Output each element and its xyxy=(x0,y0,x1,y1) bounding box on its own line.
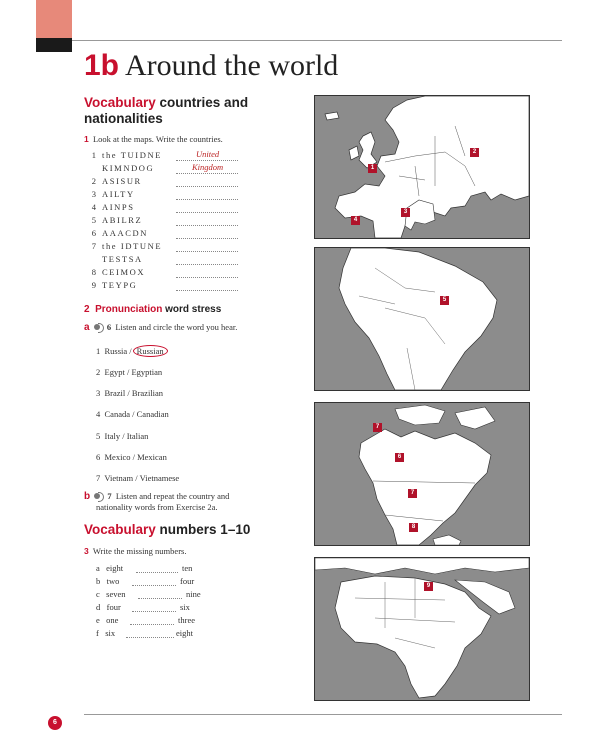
map-marker: 7 xyxy=(373,423,382,432)
map-south-america xyxy=(314,247,530,391)
list-item[interactable]: 5 Italy / Italian xyxy=(96,431,149,441)
map-africa xyxy=(314,557,530,701)
list-item: KIMNDOG xyxy=(102,163,155,173)
answer-line[interactable] xyxy=(176,186,238,187)
map-marker: 2 xyxy=(470,148,479,157)
header-color-block xyxy=(36,0,72,38)
unit-number: 1b xyxy=(84,49,120,82)
answer-line[interactable] xyxy=(176,277,238,278)
audio-icon[interactable] xyxy=(94,492,105,500)
list-item: 9 TEYPG xyxy=(91,280,138,290)
map-europe xyxy=(314,95,530,239)
vocab-numbers-heading: Vocabulary numbers 1–10 xyxy=(84,522,251,537)
answer-line[interactable] xyxy=(138,598,182,599)
list-item: c seven xyxy=(96,589,126,599)
list-item: 8 CEIMOX xyxy=(91,267,146,277)
ex3-instruction: 3 Write the missing numbers. xyxy=(84,546,187,556)
list-item: 2 ASISUR xyxy=(91,176,142,186)
answer-line[interactable] xyxy=(126,637,174,638)
list-item: f six xyxy=(96,628,116,638)
answer-line[interactable] xyxy=(176,212,238,213)
answer-line[interactable] xyxy=(132,611,176,612)
list-item: d four xyxy=(96,602,121,612)
vocab-heading: Vocabulary countries and nationalities xyxy=(84,95,249,126)
map-marker: 3 xyxy=(401,208,410,217)
list-item[interactable]: 3 Brazil / Brazilian xyxy=(96,388,164,398)
pron-heading: 2 Pronunciation word stress xyxy=(84,304,222,315)
list-item: 6 AAACDN xyxy=(91,228,148,238)
list-item: 1 Russia / Russian xyxy=(96,345,168,357)
list-item: 7 the IDTUNE xyxy=(91,241,163,251)
answer-line[interactable] xyxy=(176,160,238,161)
list-item: e one xyxy=(96,615,119,625)
map-north-america xyxy=(314,402,530,546)
map-marker: 6 xyxy=(395,453,404,462)
answer-line[interactable] xyxy=(176,199,238,200)
answer-line[interactable] xyxy=(130,624,174,625)
unit-title: Around the world xyxy=(125,49,339,82)
answer-line[interactable] xyxy=(176,173,238,174)
audio-icon[interactable] xyxy=(94,323,105,331)
list-item: 3 AILTY xyxy=(91,189,135,199)
pron-b-instruction: b 7 Listen and repeat the country and nationality words from Exercise 2a. xyxy=(84,491,230,512)
list-item: 4 AINPS xyxy=(91,202,135,212)
europe-map-shape xyxy=(315,96,529,238)
map-marker: 9 xyxy=(424,582,433,591)
map-marker: 8 xyxy=(409,523,418,532)
map-marker: 7 xyxy=(408,489,417,498)
south-america-map-shape xyxy=(315,248,529,390)
top-rule xyxy=(72,40,562,41)
list-item: TESTSA xyxy=(102,254,143,264)
answer-line[interactable] xyxy=(176,290,238,291)
list-item: b two xyxy=(96,576,120,586)
example-answer-2: Kingdom xyxy=(192,162,224,172)
list-item: 1 the TUIDNE xyxy=(91,150,162,160)
circled-answer[interactable]: Russian xyxy=(133,345,168,357)
header-black-bar xyxy=(36,38,72,52)
bottom-rule xyxy=(84,714,562,715)
list-item[interactable]: 2 Egypt / Egyptian xyxy=(96,367,163,377)
list-item: a eight xyxy=(96,563,124,573)
answer-line[interactable] xyxy=(176,238,238,239)
ex3-list: a eight b two c seven d four e one f six ten four nine six three eight xyxy=(96,563,201,638)
example-answer-1: United xyxy=(196,149,220,159)
answer-line[interactable] xyxy=(136,572,178,573)
map-marker: 5 xyxy=(440,296,449,305)
map-marker: 4 xyxy=(351,216,360,225)
list-item[interactable]: 7 Vietnam / Vietnamese xyxy=(96,473,180,483)
ex1-instruction: 1 Look at the maps. Write the countries. xyxy=(84,134,223,144)
map-marker: 1 xyxy=(368,164,377,173)
answer-line[interactable] xyxy=(176,264,238,265)
list-item[interactable]: 4 Canada / Canadian xyxy=(96,409,169,419)
pron-a-instruction: a 6 Listen and circle the word you hear. xyxy=(84,322,238,333)
list-item: 5 ABILRZ xyxy=(91,215,143,225)
africa-map-shape xyxy=(315,558,529,700)
answer-line[interactable] xyxy=(132,585,176,586)
page-title xyxy=(84,48,338,84)
answer-line[interactable] xyxy=(176,225,238,226)
north-america-map-shape xyxy=(315,403,529,545)
list-item[interactable]: 6 Mexico / Mexican xyxy=(96,452,167,462)
answer-line[interactable] xyxy=(176,251,238,252)
page-number: 6 xyxy=(48,716,62,730)
